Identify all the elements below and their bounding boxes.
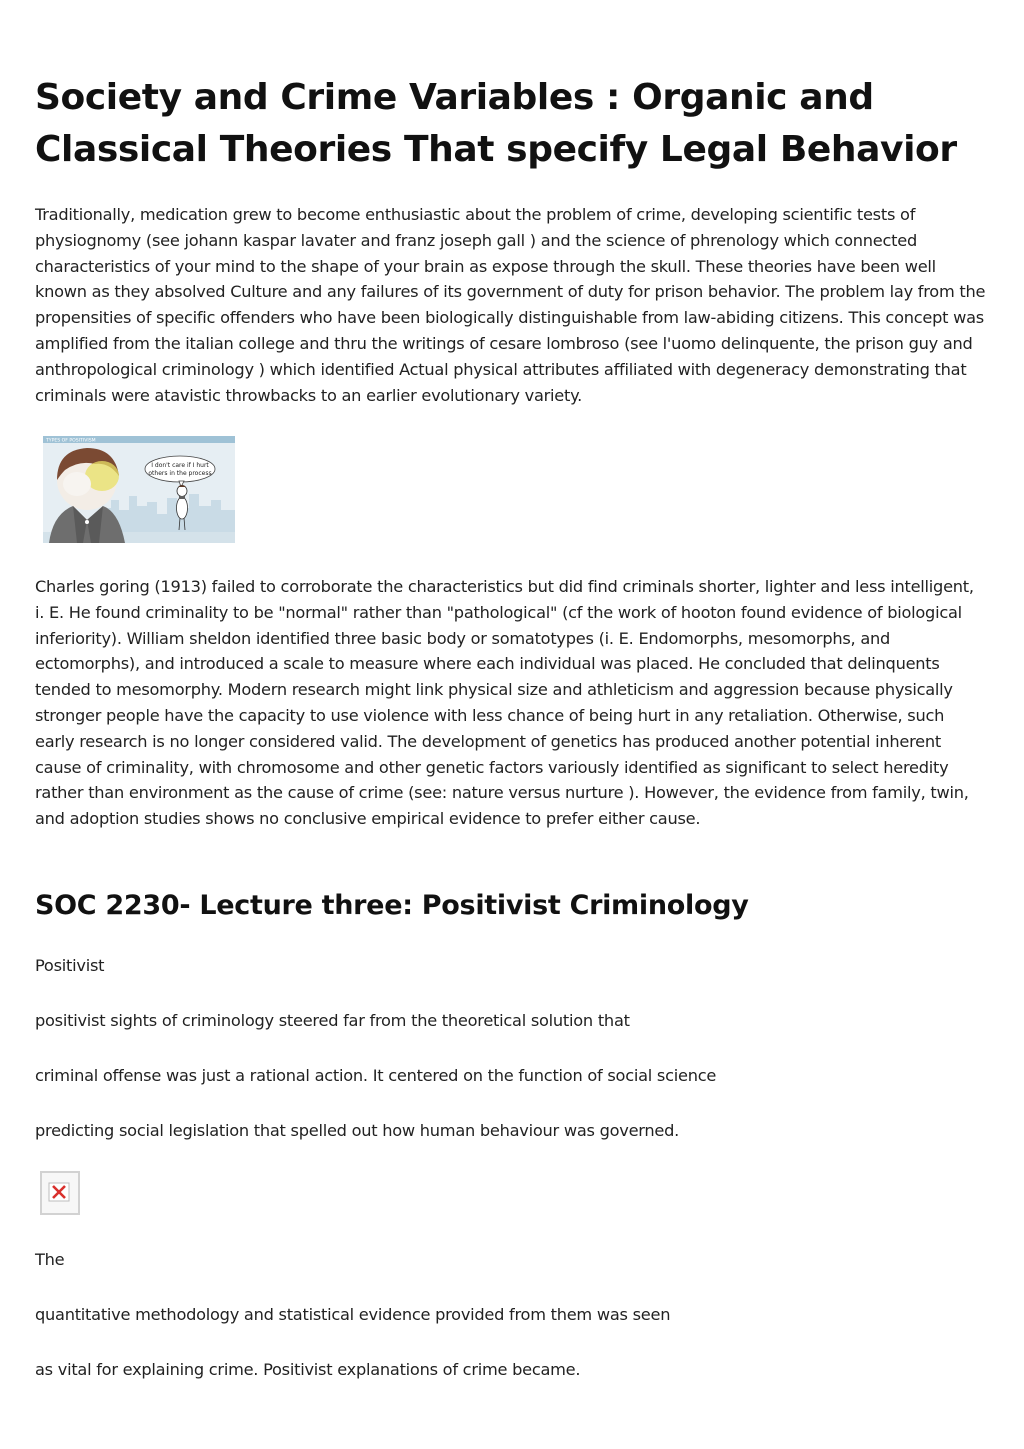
broken-image-icon xyxy=(40,1171,80,1215)
text-line-5: The xyxy=(35,1250,65,1269)
text-line-1: Positivist xyxy=(35,956,105,975)
page-title: Society and Crime Variables : Organic and Classical Theories That specify Legal Behavior xyxy=(35,77,957,170)
figure-banner-text: TYPES OF POSITIVISM xyxy=(46,438,96,444)
text-line-7: as vital for explaining crime. Positivist explanations of crime became. xyxy=(35,1360,581,1379)
paragraph-goring-sheldon: Charles goring (1913) failed to corroborate the characteristics but did find criminals shorter, lighter and less intelligent, i. E. He found criminality to be "normal" rather than "pathological" (cf the work of hooton found evidence of biological inferiority). William sheldon identified three basic body or somatotypes (i. E. Endomorphs, mesomorphs, and ectomorphs), and introduced a scale to measure where each individual was placed. He concluded that delinquents tended to mesomorphy. Modern research might link physical size and athleticism and aggression because physically stronger people have the capacity to use violence with less chance of being hurt in any retaliation. Otherwise, such early research is no longer considered valid. The development of genetics has produced another potential inherent cause of criminality, with chromosome and other genetic factors variously identified as significant to select heredity rather than environment as the cause of crime (see: nature versus nurture ). However, the evidence from family, twin, and adoption studies shows no conclusive empirical evidence to prefer either cause. xyxy=(35,577,974,829)
text-line-2: positivist sights of criminology steered far from the theoretical solution that xyxy=(35,1011,630,1030)
text-line-4: predicting social legislation that spelled out how human behaviour was governed. xyxy=(35,1121,680,1140)
paragraph-intro: Traditionally, medication grew to become enthusiastic about the problem of crime, developing scientific tests of physiognomy (see johann kaspar lavater and franz joseph gall ) and the science of phrenology which connected characteristics of your mind to the shape of your brain as expose through the skull. These theories have been well known as they absolved Culture and any failures of its government of duty for prison behavior. The problem lay from the propensities of specific offenders who have been biologically distinguishable from law-abiding citizens. This concept was amplified from the italian college and thru the writings of cesare lombroso (see l'uomo delinquente, the prison guy and anthropological criminology ) which identified Actual physical attributes affiliated with degeneracy demonstrating that criminals were atavistic throwbacks to an earlier evolutionary variety. xyxy=(35,205,986,405)
figure-speech-line-1: I don't care if I hurt xyxy=(151,462,209,469)
section-heading: SOC 2230- Lecture three: Positivist Criminology xyxy=(35,890,749,921)
text-line-3: criminal offense was just a rational action. It centered on the function of social science xyxy=(35,1066,717,1085)
figure-speech-line-2: others in the process xyxy=(148,470,212,477)
text-line-6: quantitative methodology and statistical evidence provided from them was seen xyxy=(35,1305,671,1324)
illustration-image xyxy=(43,436,235,543)
